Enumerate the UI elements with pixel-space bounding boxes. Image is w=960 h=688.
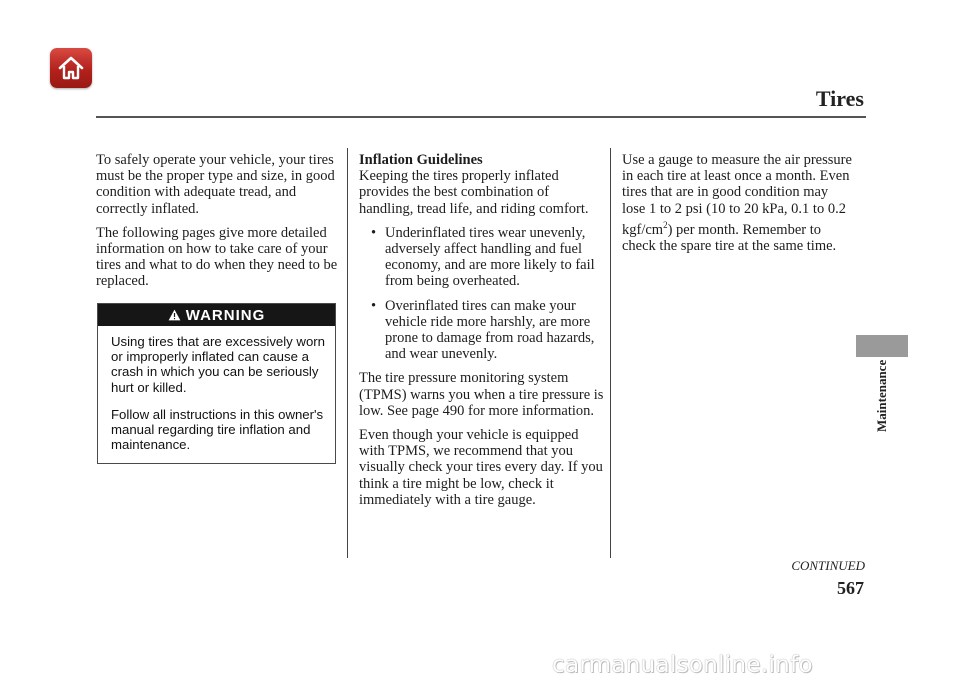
warning-triangle-icon bbox=[168, 309, 181, 321]
visual-check-paragraph: Even though your vehicle is equipped with TPMS, we recommend that you visually check your tires every day. If you think a tire might be low, check it immediately with a tire gauge. bbox=[359, 427, 603, 508]
list-item bbox=[359, 298, 605, 363]
warning-text-2: Follow all instructions in this owner's manual regarding tire inflation and maintenance. bbox=[111, 406, 324, 453]
column-gauge bbox=[622, 152, 854, 262]
warning-text-1: Using tires that are excessively worn or improperly inflated can cause a crash in which you can be seriously hurt or killed. bbox=[111, 334, 326, 395]
home-button[interactable] bbox=[50, 48, 92, 88]
warning-header bbox=[98, 304, 335, 326]
column-divider-right bbox=[610, 148, 611, 558]
section-heading: Inflation Guidelines bbox=[359, 152, 483, 168]
bullet-icon: • bbox=[371, 224, 377, 241]
section-label: Maintenance bbox=[874, 359, 889, 433]
watermark: carmanualsonline.info bbox=[552, 652, 813, 678]
tpms-paragraph: The tire pressure monitoring system (TPMS) warns you when a tire pressure is low. See page 490 for more information. bbox=[359, 370, 604, 419]
column-divider-left bbox=[347, 148, 348, 558]
gauge-paragraph bbox=[622, 152, 854, 254]
gauge-text-a: Use a gauge to measure the air pressure in each tire at least once a month. Even tires that are in good condition may lose 1 to 2 psi (10 to 20 kPa, 0.1 to 0.2 kgf/cm bbox=[622, 152, 852, 238]
column-intro bbox=[96, 152, 342, 298]
warning-body bbox=[98, 326, 335, 452]
inflation-intro: Keeping the tires properly inflated provides the best combination of handling, tread life, and riding comfort. bbox=[359, 168, 589, 217]
page-title: Tires bbox=[815, 86, 864, 111]
intro-paragraph: To safely operate your vehicle, your tires must be the proper type and size, in good condition with adequate tread, and correctly inflated. bbox=[96, 152, 335, 217]
bullet-list bbox=[359, 225, 605, 363]
warning-box bbox=[97, 303, 336, 464]
header-divider bbox=[96, 116, 866, 118]
intro-paragraph-2: The following pages give more detailed information on how to take care of your tires and what to do when they need to be replaced. bbox=[96, 224, 338, 290]
page-number: 567 bbox=[837, 578, 864, 598]
home-icon bbox=[57, 55, 85, 81]
gauge-text-b: ) per month. Remember to check the spare tire at the same time. bbox=[622, 221, 837, 254]
superscript: 2 bbox=[663, 219, 668, 230]
list-item bbox=[359, 225, 605, 290]
continued-label: CONTINUED bbox=[791, 558, 865, 573]
bullet-icon: • bbox=[371, 297, 377, 314]
section-tab[interactable] bbox=[856, 335, 908, 357]
bullet-text: Overinflated tires can make your vehicle ride more harshly, are more prone to damage from road hazards, and wear unevenly. bbox=[385, 297, 595, 363]
column-inflation bbox=[359, 152, 605, 516]
warning-title: WARNING bbox=[185, 306, 266, 324]
bullet-text: Underinflated tires wear unevenly, adversely affect handling and fuel economy, and are more likely to fail from being overheated. bbox=[385, 224, 595, 290]
